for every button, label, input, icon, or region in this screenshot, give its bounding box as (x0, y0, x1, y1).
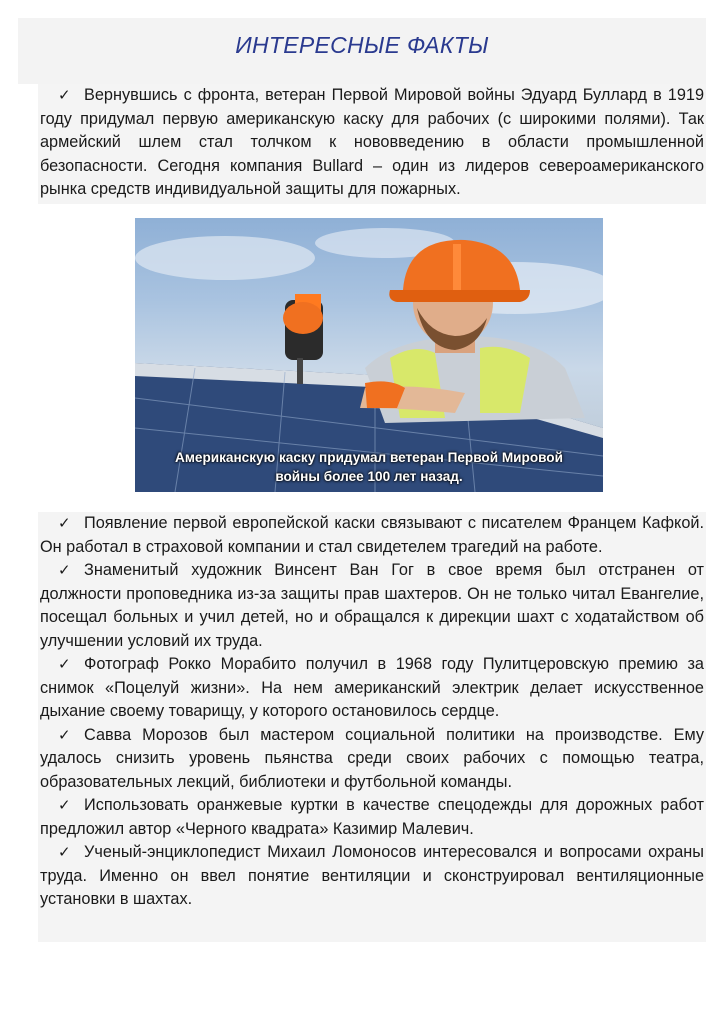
fact-text: Использовать оранжевые куртки в качестве спецодежды для дорожных работ предложил автор «Черного квадрата» Казимир Малевич. (40, 796, 704, 838)
fact-item (38, 512, 706, 559)
photo-caption (135, 448, 603, 486)
fact-item (38, 559, 706, 653)
fact-text: Знаменитый художник Винсент Ван Гог в свое время был отстранен от должности проповедника из-за защиты прав шахтеров. Он не только читал Евангелие, посещал больных и учил детей, но и обращался к дирекции шахт с ходатайством об улучшении условий их труда. (40, 561, 704, 650)
check-mark-icon: ✓ (58, 796, 71, 814)
worker-photo (135, 218, 603, 492)
fact-block-top (38, 84, 706, 204)
fact-text: Ученый-энциклопедист Михаил Ломоносов интересовался и вопросами охраны труда. Именно он ввел понятие вентиляции и сконструировал вентиляционные установки в шахтах. (40, 843, 704, 908)
check-mark-icon: ✓ (58, 843, 71, 861)
caption-line: войны более 100 лет назад. (275, 469, 463, 484)
page-title: ИНТЕРЕСНЫЕ ФАКТЫ (235, 32, 489, 58)
check-mark-icon: ✓ (58, 725, 71, 744)
fact-text: Появление первой европейской каски связывают с писателем Францем Кафкой. Он работал в страховой компании и стал свидетелем трагедий на работе. (40, 514, 704, 556)
check-mark-icon: ✓ (58, 514, 71, 532)
fact-text: Вернувшись с фронта, ветеран Первой Мировой войны Эдуард Буллард в 1919 году придумал первую американскую каску для рабочих (с широкими полями). Так армейский шлем стал толчком к нововведению в области промышленной безопасности. Сегодня компания Bullard – один из лидеров североамериканского рынка средств индивидуальной защиты для пожарных. (40, 86, 704, 198)
fact-item (38, 841, 706, 912)
check-mark-icon: ✓ (58, 86, 71, 104)
check-mark-icon: ✓ (58, 655, 71, 673)
caption-line: Американскую каску придумал ветеран Первой Мировой (175, 450, 563, 465)
fact-text: Фотограф Рокко Морабито получил в 1968 году Пулитцеровскую премию за снимок «Поцелуй жизни». На нем американский электрик делает искусственное дыхание своему товарищу, у которого остановилось сердце. (40, 655, 704, 720)
fact-block-bottom (38, 512, 706, 942)
fact-item (38, 653, 706, 724)
fact-item (38, 84, 706, 202)
fact-item (38, 794, 706, 841)
fact-item (38, 724, 706, 795)
check-mark-icon: ✓ (58, 561, 71, 579)
fact-text: Савва Морозов был мастером социальной политики на производстве. Ему удалось снизить уровень пьянства среди своих рабочих с помощью театра, образовательных лекций, библиотеки и футбольной команды. (40, 725, 704, 791)
